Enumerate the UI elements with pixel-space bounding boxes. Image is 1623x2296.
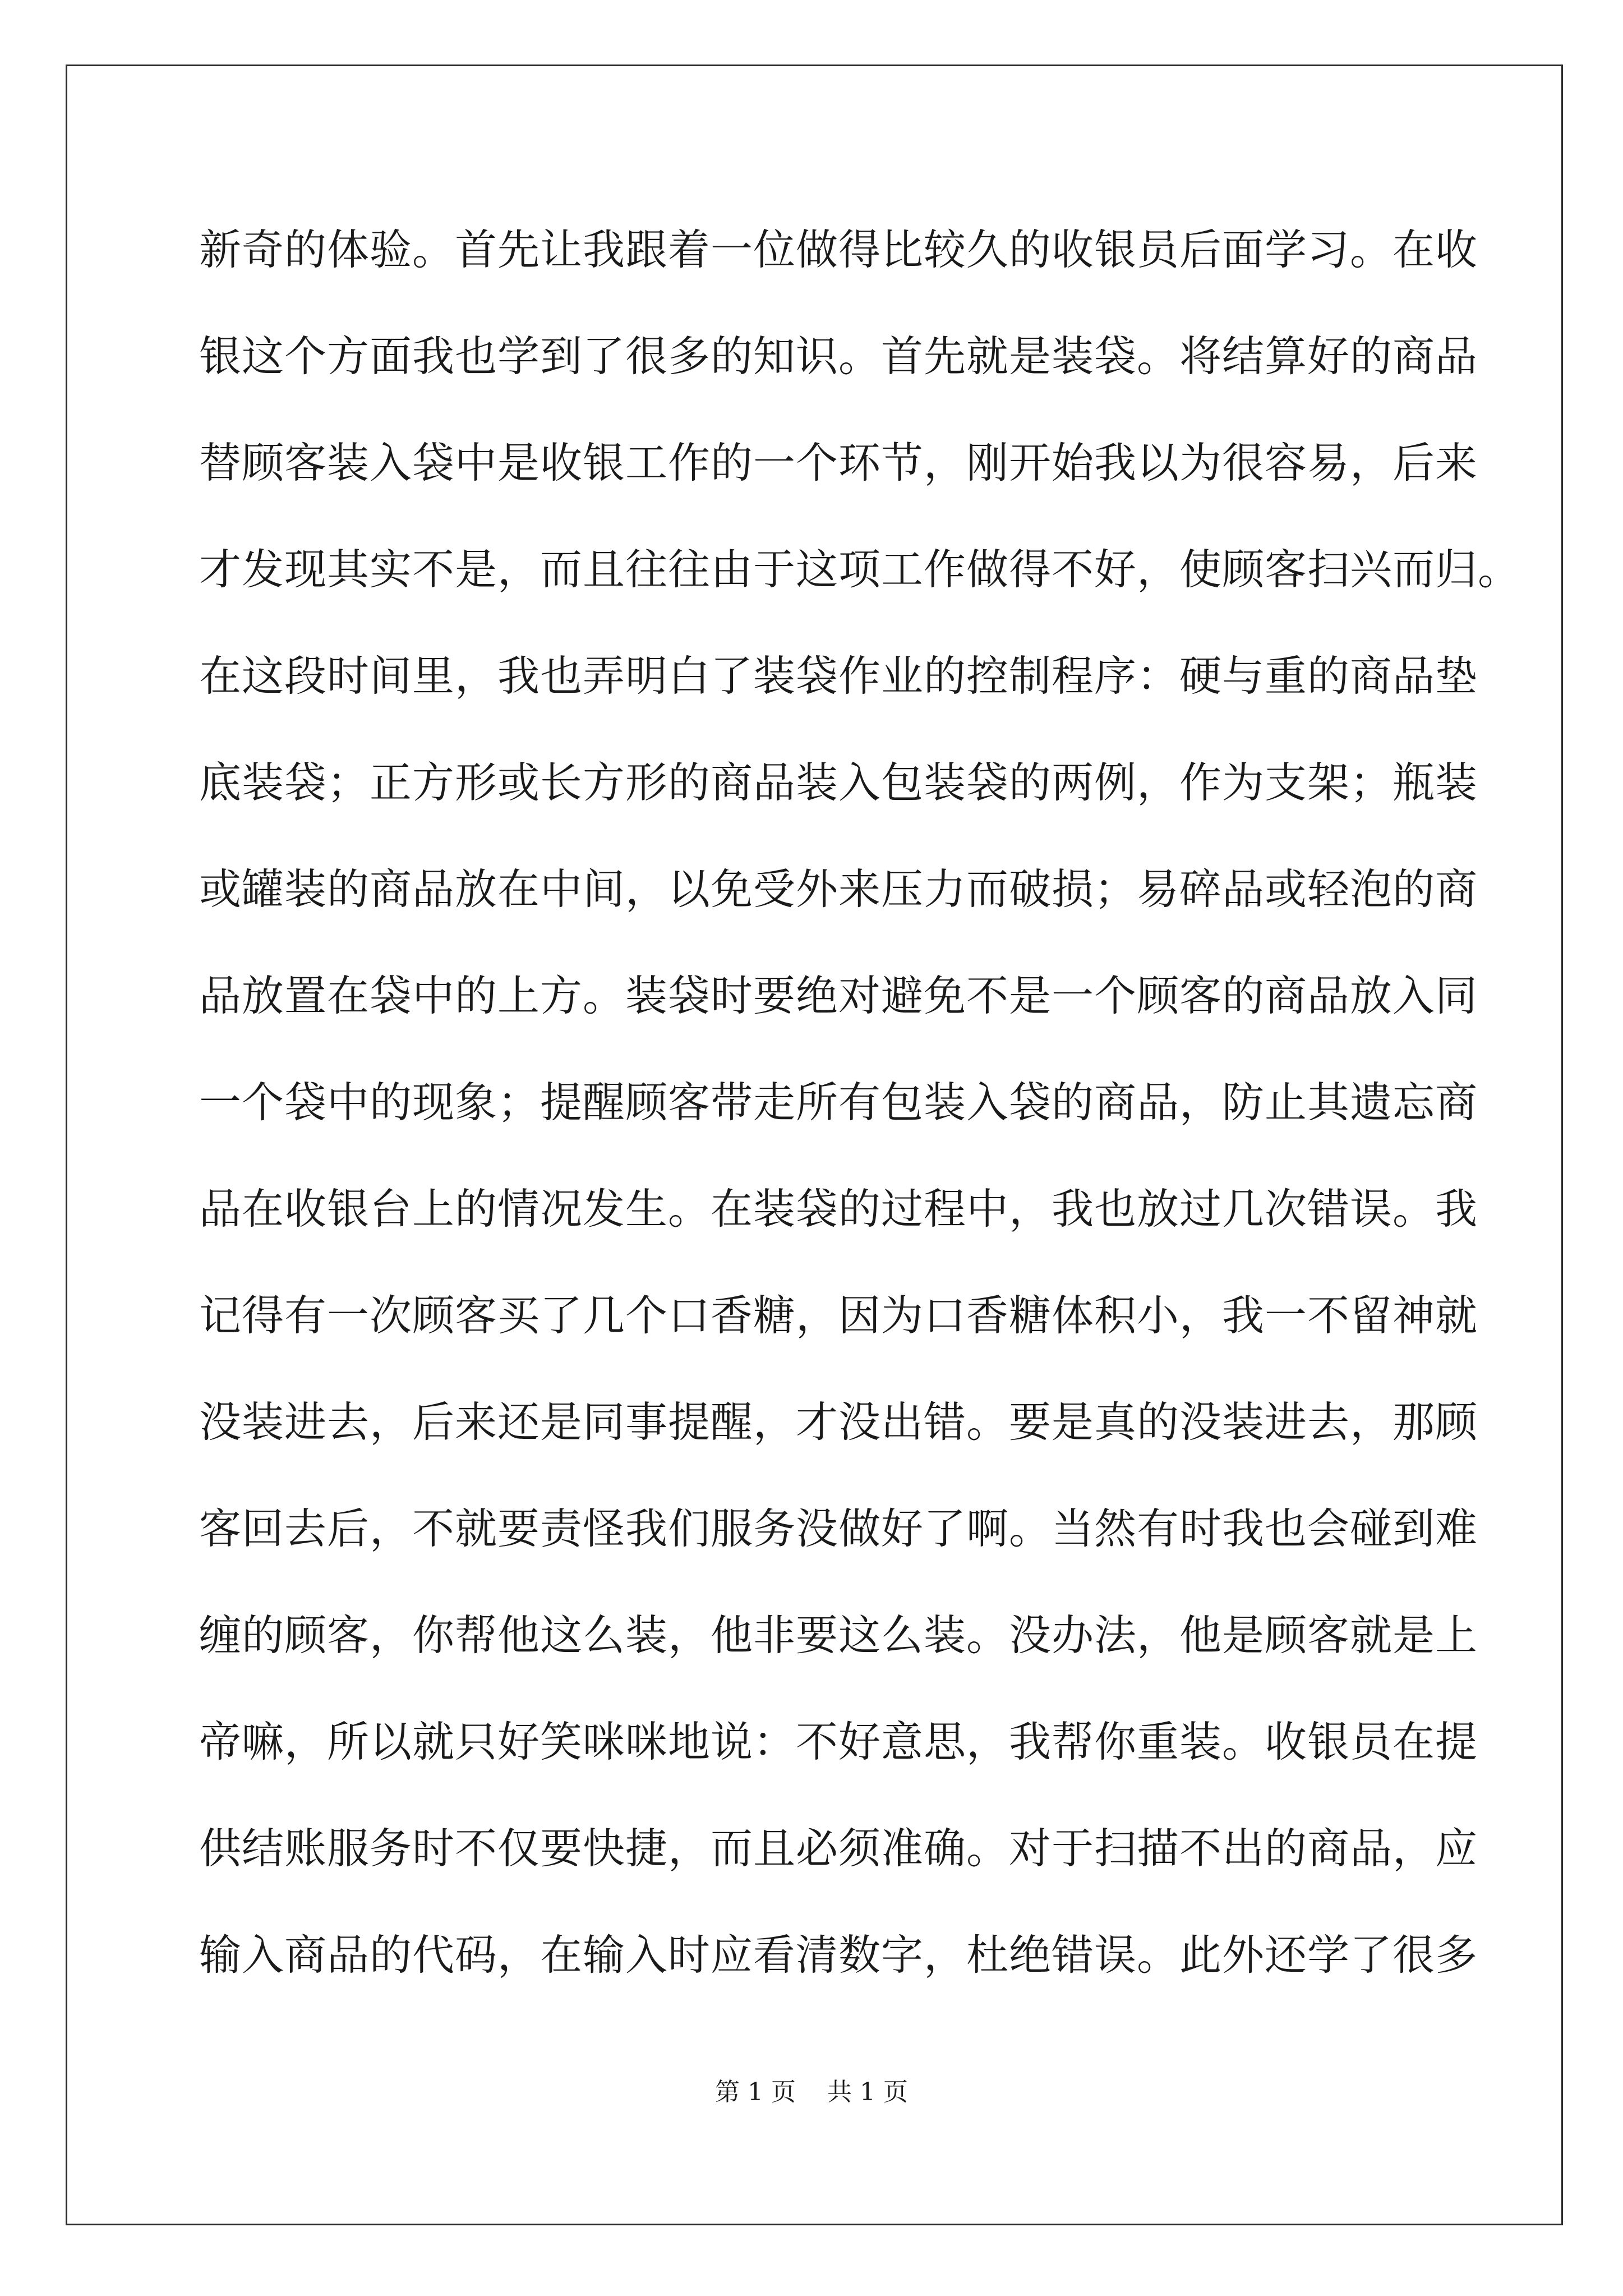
document-body <box>199 208 1521 2019</box>
text-line: 底装袋；正方形或长方形的商品装入包装袋的两例，作为支架；瓶装 <box>199 758 1478 807</box>
text-line: 银这个方面我也学到了很多的知识。首先就是装袋。将结算好的商品 <box>199 332 1478 381</box>
text-line: 供结账服务时不仅要快捷，而且必须准确。对于扫描不出的商品，应 <box>199 1824 1478 1873</box>
text-line: 没装进去，后来还是同事提醒，才没出错。要是真的没装进去，那顾 <box>199 1397 1478 1447</box>
text-line: 品放置在袋中的上方。装袋时要绝对避免不是一个顾客的商品放入同 <box>199 971 1478 1020</box>
text-line: 在这段时间里，我也弄明白了装袋作业的控制程序：硬与重的商品垫 <box>199 651 1478 701</box>
text-line: 缠的顾客，你帮他这么装，他非要这么装。没办法，他是顾客就是上 <box>199 1611 1478 1660</box>
text-line: 帝嘛，所以就只好笑咪咪地说：不好意思，我帮你重装。收银员在提 <box>199 1717 1478 1766</box>
text-line: 记得有一次顾客买了几个口香糖，因为口香糖体积小，我一不留神就 <box>199 1291 1478 1340</box>
text-line: 新奇的体验。首先让我跟着一位做得比较久的收银员后面学习。在收 <box>199 225 1478 274</box>
text-line: 或罐装的商品放在中间，以免受外来压力而破损；易碎品或轻泡的商 <box>199 864 1478 914</box>
text-line: 品在收银台上的情况发生。在装袋的过程中，我也放过几次错误。我 <box>199 1184 1478 1234</box>
text-line: 输入商品的代码，在输入时应看清数字，杜绝错误。此外还学了很多 <box>199 1930 1478 1980</box>
text-line: 一个袋中的现象；提醒顾客带走所有包装入袋的商品，防止其遗忘商 <box>199 1078 1478 1127</box>
text-line: 替顾客装入袋中是收银工作的一个环节，刚开始我以为很容易，后来 <box>199 438 1478 487</box>
text-line: 才发现其实不是，而且往往由于这项工作做得不好，使顾客扫兴而归。 <box>199 545 1521 594</box>
page-footer <box>0 2076 1623 2109</box>
page-number: 第 1 页 <box>715 2078 796 2106</box>
page-total: 共 1 页 <box>827 2078 908 2106</box>
text-line: 客回去后，不就要责怪我们服务没做好了啊。当然有时我也会碰到难 <box>199 1504 1478 1553</box>
